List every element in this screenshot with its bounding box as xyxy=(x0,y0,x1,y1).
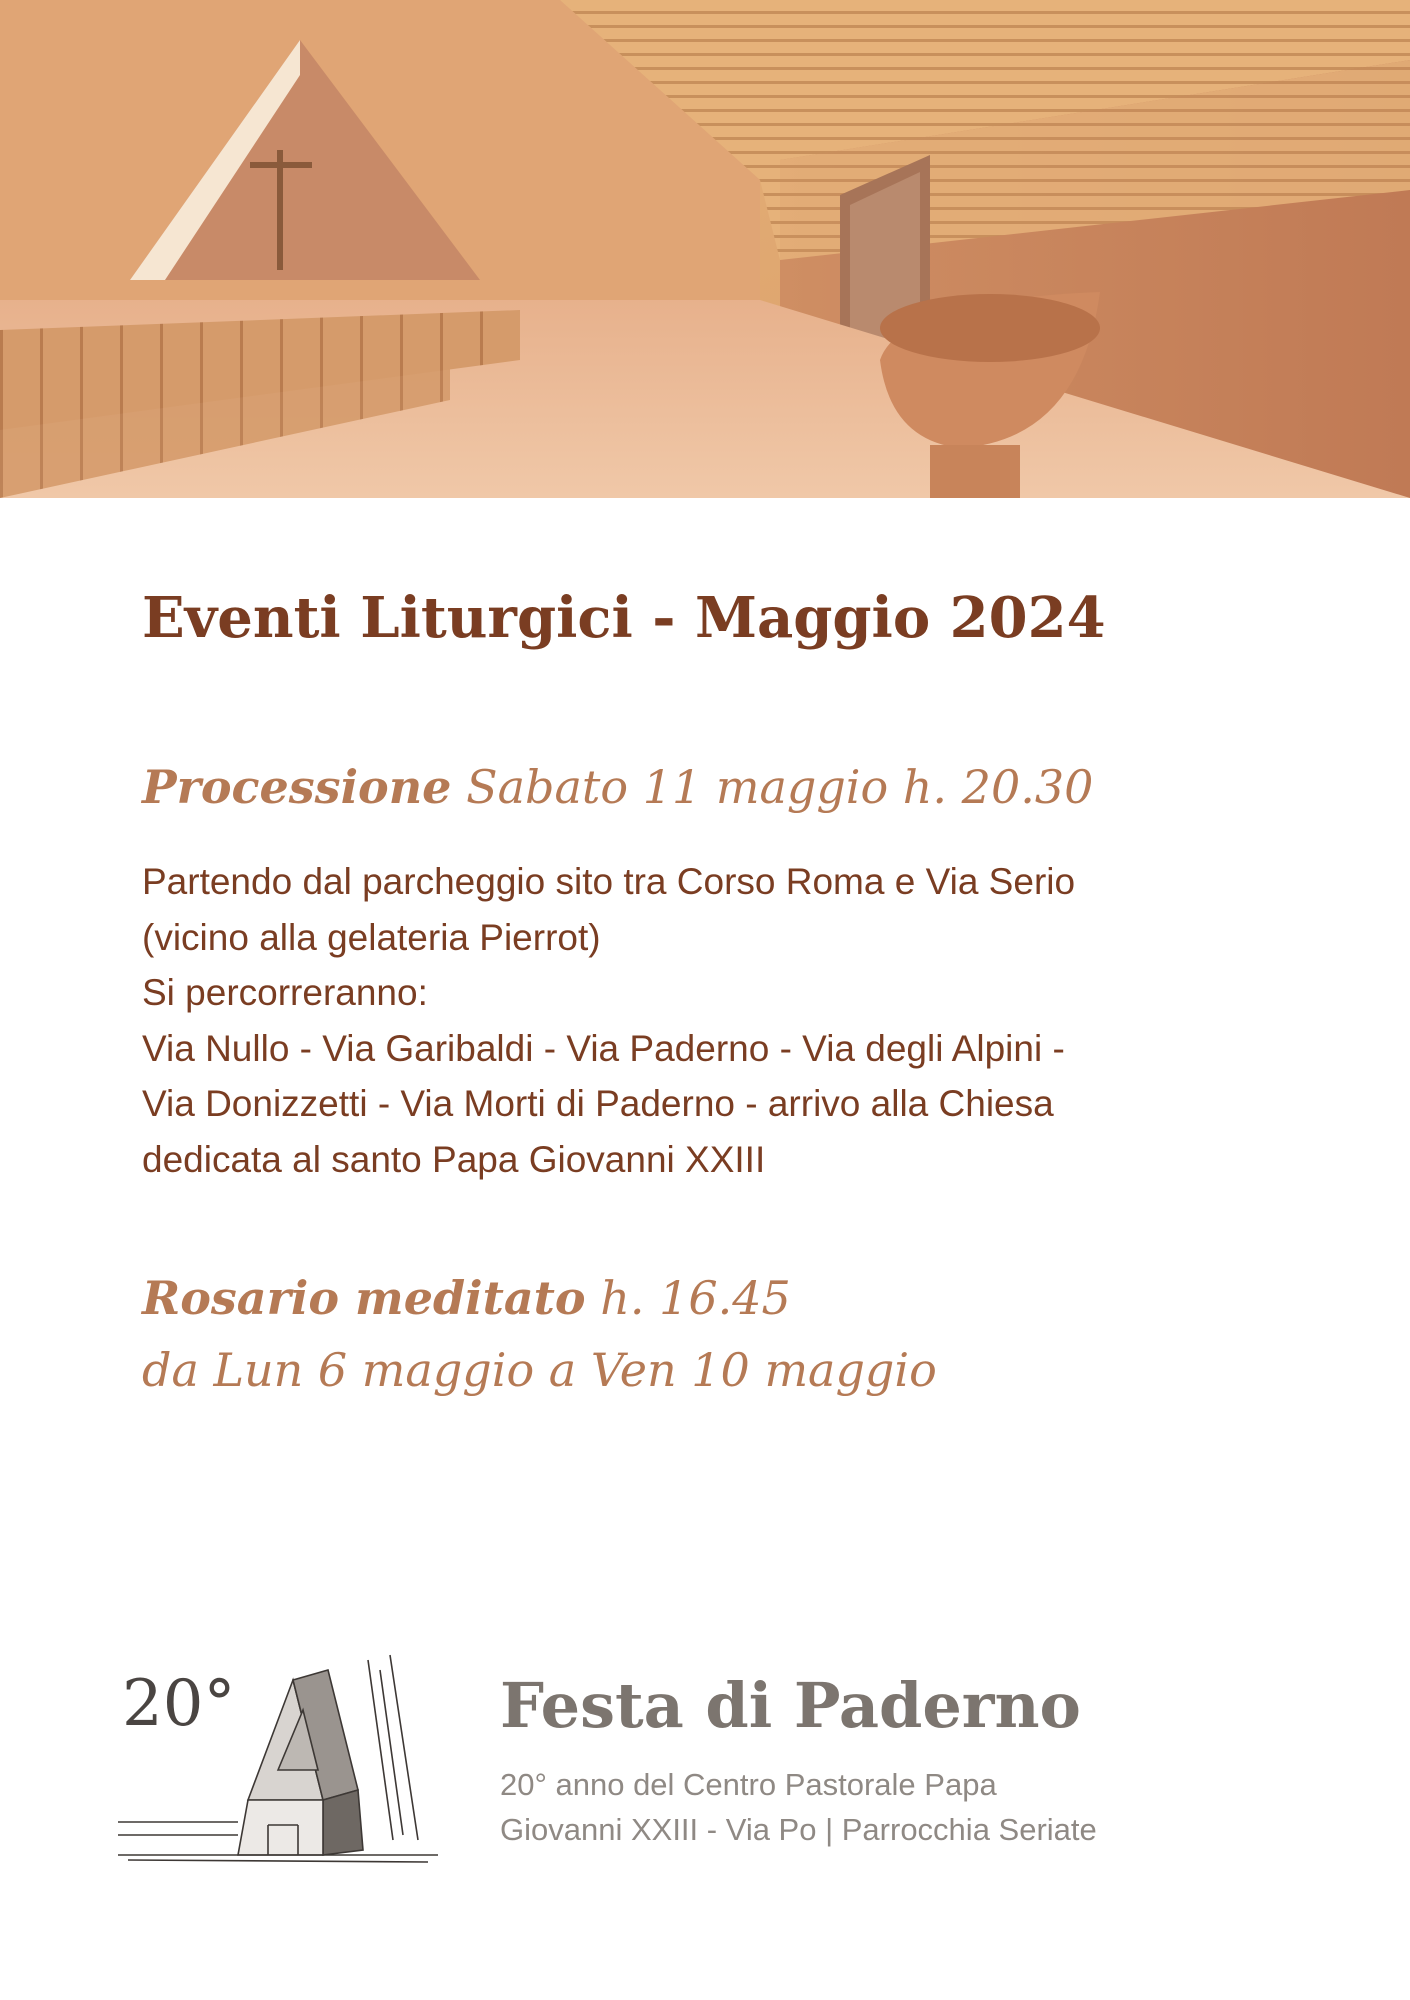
festa-title: Festa di Paderno xyxy=(500,1669,1081,1742)
anniversary-badge: 20° xyxy=(122,1667,236,1741)
rosary-dates: da Lun 6 maggio a Ven 10 maggio xyxy=(142,1343,937,1397)
rosary-time: h. 16.45 xyxy=(600,1271,791,1325)
procession-name: Processione xyxy=(142,760,452,814)
description-line: Via Nullo - Via Garibaldi - Via Paderno - Via degli Alpini - xyxy=(142,1027,1065,1069)
rosary-heading xyxy=(142,1262,1292,1406)
procession-heading xyxy=(142,752,1292,822)
subtitle-line: 20° anno del Centro Pastorale Papa xyxy=(500,1767,997,1802)
church-interior-photo xyxy=(0,0,1410,498)
church-building-sketch xyxy=(118,1650,438,1865)
procession-datetime: Sabato 11 maggio h. 20.30 xyxy=(466,760,1094,814)
procession-description xyxy=(142,854,1312,1187)
description-line: (vicino alla gelateria Pierrot) xyxy=(142,916,601,958)
subtitle-line: Giovanni XXIII - Via Po | Parrocchia Seriate xyxy=(500,1812,1097,1847)
description-line: dedicata al santo Papa Giovanni XXIII xyxy=(142,1138,766,1180)
description-line: Via Donizzetti - Via Morti di Paderno - arrivo alla Chiesa xyxy=(142,1083,1054,1124)
rosary-name: Rosario meditato xyxy=(142,1271,586,1325)
description-line: Si percorreranno: xyxy=(142,972,428,1013)
festa-subtitle xyxy=(500,1762,1350,1852)
description-line: Partendo dal parcheggio sito tra Corso Roma e Via Serio xyxy=(142,861,1076,902)
page-title: Eventi Liturgici - Maggio 2024 xyxy=(142,585,1106,651)
